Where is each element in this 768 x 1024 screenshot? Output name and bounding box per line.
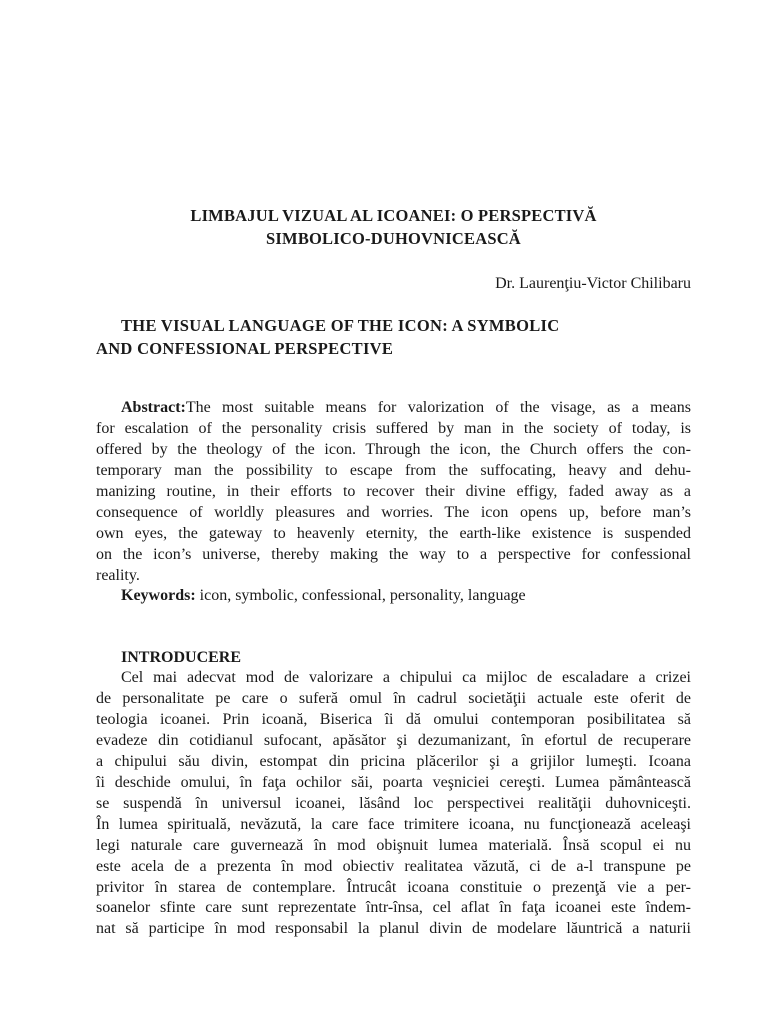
abstract-line: manizing routine, in their efforts to recover their divine effigy, faded away as a (96, 483, 691, 500)
abstract-line: offered by the theology of the icon. Through the icon, the Church offers the con- (96, 441, 691, 458)
abstract-line: reality. (96, 567, 140, 584)
abstract-label: Abstract: (121, 399, 186, 416)
body-line: legi naturale care guvernează în mod obişnuit lumea materială. Însă scopul ei nu (96, 836, 691, 854)
body-line: În lumea spirituală, nevăzută, la care face trimitere icoana, nu funcţionează aceleaşi (96, 815, 691, 833)
article-title-line-2: SIMBOLICO-DUHOVNICEASCĂ (266, 229, 521, 248)
english-title-line-2: AND CONFESSIONAL PERSPECTIVE (96, 339, 394, 358)
english-title (96, 314, 691, 360)
keywords-label: Keywords: (121, 587, 196, 604)
body-line: nat să participe în mod responsabil la planul divin de modelare lăuntrică a naturii (96, 920, 691, 938)
body-line: îi deschide omului, în faţa ochilor săi, poarta veşniciei cereşti. Lumea pământească (96, 773, 691, 791)
english-title-line-1: THE VISUAL LANGUAGE OF THE ICON: A SYMBOLIC (121, 316, 560, 335)
body-line: teologia icoanei. Prin icoană, Biserica îi dă omului contemporan posibilitatea să (96, 710, 691, 728)
article-title (96, 204, 691, 250)
body-line: este acela de a prezenta în mod obiectiv realitatea văzută, ci de a-l transpune pe (96, 857, 691, 875)
abstract-text: The most suitable means for valorization of the visage, as a means (185, 399, 691, 416)
body-line: a chipului său divin, estompat din pricina plăcerilor şi a grijilor lumeşti. Icoana (96, 752, 691, 770)
abstract-line: own eyes, the gateway to heavenly eternity, the earth-like existence is suspended (96, 525, 691, 542)
body-line: evadeze din cotidianul sufocant, apăsător şi dezumanizant, în efortul de recuperare (96, 731, 691, 749)
body-line: privitor în starea de contemplare. Întrucât icoana constituie o prezenţă vie a per- (96, 878, 691, 896)
abstract-line: temporary man the possibility to escape from the suffocating, heavy and dehu- (96, 462, 691, 479)
abstract-line: for escalation of the personality crisis suffered by man in the society of today, is (96, 420, 691, 437)
keywords (121, 585, 526, 606)
abstract-line: consequence of worldly pleasures and worries. The icon opens up, before man’s (96, 504, 691, 521)
body-line: soanelor sfinte care sunt reprezentate într-însa, cel aflat în faţa icoanei este îndem- (96, 899, 691, 917)
abstract-line (96, 397, 691, 418)
abstract-line: on the icon’s universe, thereby making the way to a perspective for confessional (96, 546, 691, 563)
keywords-text: icon, symbolic, confessional, personality, language (195, 587, 526, 604)
body-line: se suspendă în universul icoanei, lăsând loc perspectivei realităţii duhovniceşti. (96, 794, 691, 812)
section-heading: INTRODUCERE (121, 649, 242, 666)
body-line: de personalitate pe care o suferă omul în cadrul societăţii actuale este oferit de (96, 689, 691, 707)
body-line: Cel mai adecvat mod de valorizare a chipului ca mijloc de escaladare a crizei (121, 669, 691, 686)
abstract (96, 397, 691, 586)
body-text (96, 668, 691, 940)
author-name: Dr. Laurenţiu-Victor Chilibaru (495, 275, 691, 292)
article-title-line-1: LIMBAJUL VIZUAL AL ICOANEI: O PERSPECTIVĂ (190, 206, 597, 225)
